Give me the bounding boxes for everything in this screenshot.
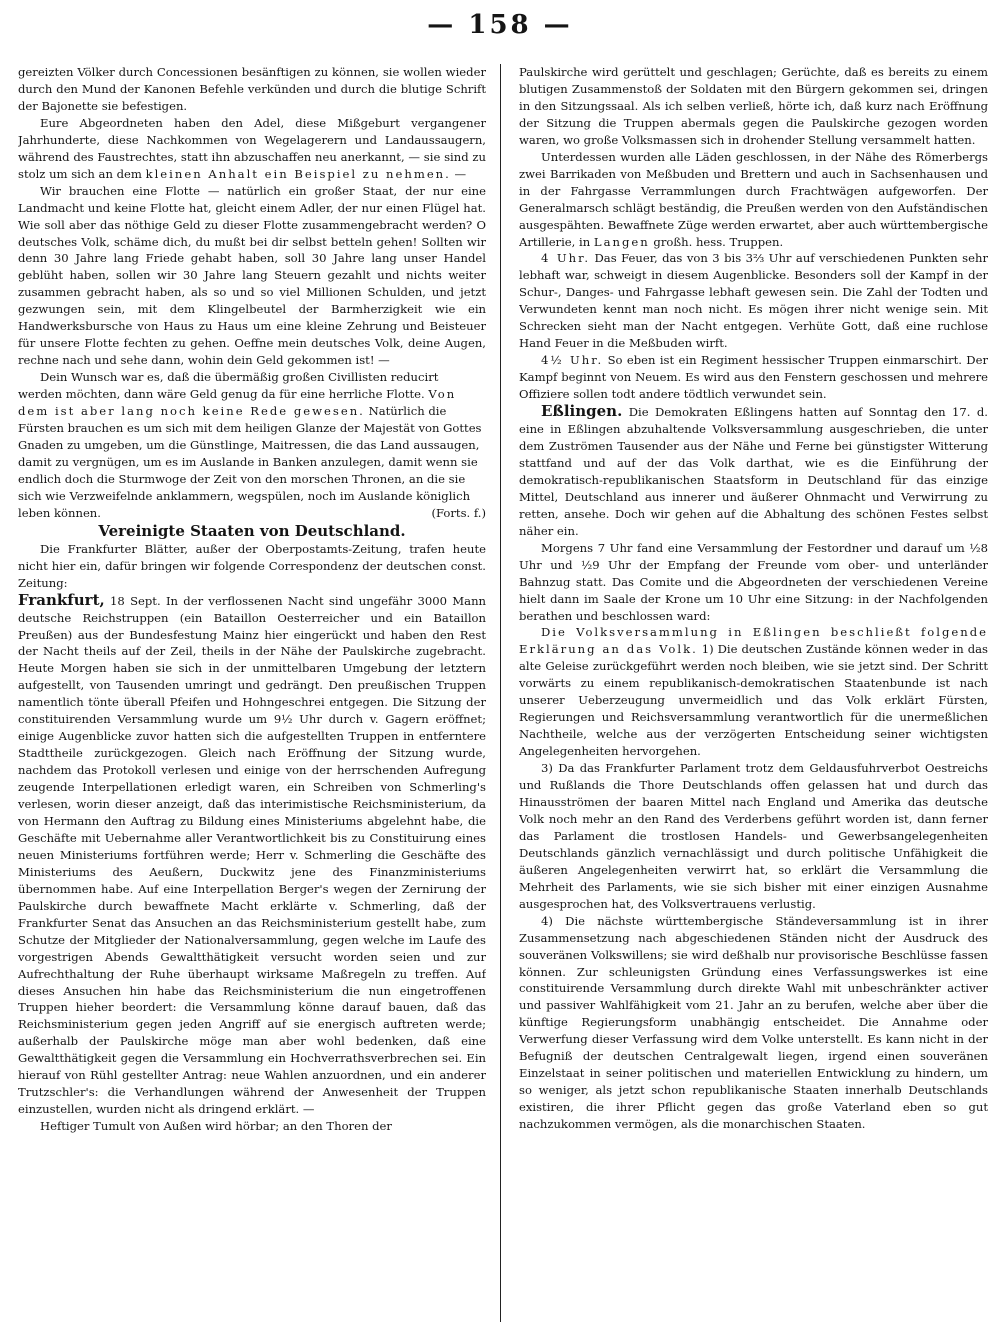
paragraph <box>18 115 486 183</box>
paragraph <box>18 592 486 1119</box>
paragraph: 4) Die nächste württembergische Ständeversammlung ist in ihrer Zusammensetzung nach abgeschiedenen Ständen nicht der Ausdruck des souveränen Volkswillens; sie wird deßhalb nur provisorische Beschlüsse fassen können. Zur schleunigsten Gründung eines Verfassungswerkes ist eine constituirende Versammlung durch direkte Wahl mit unbeschränkter activer und passiver Wahlfähigkeit vom 21. Jahr an zu berufen, welche aber über die künftige Regierungsform unabhängig entscheidet. Die Annahme oder Verwerfung dieser Verfassung wird dem Volke unterstellt. Es kann nicht in der Befugniß der deutschen Centralgewalt liegen, irgend einen souveränen Einzelstaat in seiner politischen und materiellen Entwicklung zu hindern, um so weniger, als jetzt schon republikanische Staaten innerhalb Deutschlands existiren, die ihrer Pflicht gegen das große Vaterland eben so gut nachzukommen vermögen, als die monarchischen Staaten. <box>519 913 988 1132</box>
page-number: — 158 — <box>427 10 573 40</box>
paragraph: Paulskirche wird gerüttelt und geschlagen; Gerüchte, daß es bereits zu einem blutigen Zusammenstoß der Soldaten mit den Bürgern gekommen sei, dringen in den Sitzungssaal. Als ich selben verließ, hörte ich, daß kurz nach Eröffnung der Sitzung die Truppen abermals gegen die Paulskirche gezogen worden waren, wo große Volksmassen sich in drohender Stellung versammelt hatten. <box>519 65 988 147</box>
continuation-note: (Forts. f.) <box>431 505 486 520</box>
spaced-text: Die Volksversammlung in Eßlingen beschließt folgende Erklärung an das Volk. <box>519 625 988 657</box>
column-divider <box>500 64 501 1322</box>
right-column <box>519 64 988 1314</box>
text: 1) Die deutschen Zustände können weder in das alte Geleise zurückgeführt werden noch bleiben, wie sie jetzt sind. Der Schritt vorwärts zu einem republikanisch-demokratischen Staatenbunde ist nach unserer Ueberzeugung unvermeidlich und das Volk erklärt Fürsten, Regierungen und Reichsversammlung verantwortlich für die unermeßlichen Nachtheile, welche aus der verzögerten Entscheidung seiner wichtigsten Angelegenheiten hervorgehen. <box>519 642 988 759</box>
text: Eure Abgeordneten haben den Adel, diese Mißgeburt vergangener Jahrhunderte, diese Nachkommen von Wegelagerern und Landaussaugern, während des Faustrechtes, statt ihn abzuschaffen neu anerkannt, — sie sind zu stolz um sich an dem <box>18 115 486 181</box>
paragraph: Die Frankfurter Blätter, außer der Oberpostamts-Zeitung, trafen heute nicht hier ein, dafür bringen wir folgende Correspondenz der deutschen const. Zeitung: <box>18 541 486 590</box>
text: Natürlich die Fürsten brauchen es um sich mit dem heiligen Glanze der Majestät von Gottes Gnaden zu umgeben, um die Günstlinge, Maitressen, die das Land aussaugen, damit zu vergnügen, um es im Auslande in Banken anzulegen, damit wenn sie endlich doch die Sturmwoge der Zeit von den morschen Thronen, an die sie sich wie Verzweifelnde anklammern, wegspülen, noch im Auslande königlich leben können. <box>18 404 482 520</box>
text: Dein Wunsch war es, daß die übermäßig großen Civillisten reducirt werden möchten, dann wäre Geld genug da für eine herrliche Flotte. <box>18 370 439 402</box>
dateline: Eßlingen. <box>541 402 623 421</box>
spaced-text: kleinen Anhalt ein Beispiel zu nehmen. <box>145 166 451 181</box>
paragraph: Wir brauchen eine Flotte — natürlich ein großer Staat, der nur eine Landmacht und keine Flotte hat, gleicht einem Adler, der nur einen Flügel hat. Wie soll aber das nöthige Geld zu dieser Flotte zusammengebracht werden? O deutsches Volk, schäme dich, du mußt bei dir selbst betteln gehen! Sollten wir denn 30 Jahre lang Friede gehabt haben, soll 30 Jahre lang unser Handel geblüht haben, sollen wir 30 Jahre lang Steuern gezahlt und nichts weiter zusammen gebracht haben, als so und so viel Millionen Schulden, und jetzt gezwungen sein, mit dem Klingelbeutel der Barmherzigkeit wie ein Handwerksbursche von Haus zu Haus um eine kleine Zehrung und Beisteuer für unsere Flotte fechten zu gehen. Oeffne mein deutsches Volk, deine Augen, rechne nach und sehe dann, wohin dein Geld gekommen ist! — <box>18 183 486 368</box>
paragraph: 3) Da das Frankfurter Parlament trotz dem Geldausfuhrverbot Oestreichs und Rußlands die Thore Deutschlands offen gelassen hat und durch das Hinausströmen der baaren Mittel nach England und Amerika das deutsche Volk noch mehr an den Rand des Verderbens geführt worden ist, dann ferner das Parlament die trostlosen Handels- und Gewerbsangelegenheiten Deutschlands gänzlich vernachlässigt und durch politische Unfähigkeit die äußeren Angelegenheiten verwirrt hat, so erklärt die Versammlung die Mehrheit des Parlaments, wie sie sich bisher mit einer einzigen Ausnahme ausgesprochen hat, des Volksvertrauens verlustig. <box>519 761 988 911</box>
text: Die Demokraten Eßlingens hatten auf Sonntag den 17. d. eine in Eßlingen abzuhaltende Volksversammlung ausgeschrieben, die unter dem Zuströmen Tausender aus der Nähe und Ferne bei günstigster Witterung stattfand und auf der das Volk darthat, wie es die Einführung der demokratisch-republikanischen Staatsform in Deutschland für das einzige Mittel, Deutschland aus innerer und äußerer Ohnmacht und Verwirrung zu retten, ansehe. Doch wir gehen auf die Abhaltung des schönen Festes selbst näher ein. <box>519 405 988 538</box>
text: — <box>454 166 467 181</box>
text: Das Feuer, das von 3 bis 3⅔ Uhr auf verschiedenen Punkten sehr lebhaft war, schweigt in diesem Augenblicke. Besonders soll der Kampf in der Schur-, Danges- und Fahrgasse lebhaft gewesen sein. Die Zahl der Todten und Verwundeten kennt man noch nicht. Es mögen ihrer nicht wenige sein. Mit Schrecken sieht man der Nacht entgegen. Verhüte Gott, daß eine ruchlose Hand Feuer in die Meßbuden wirft. <box>519 251 988 351</box>
paragraph <box>519 403 988 540</box>
paragraph: gereizten Völker durch Concessionen besänftigen zu können, sie wollen wieder durch den Mund der Kanonen Befehle verkünden und durch die blutige Schrift der Bajonette sie befestigen. <box>18 65 486 113</box>
paragraph <box>519 352 988 403</box>
section-heading: Vereinigte Staaten von Deutschland. <box>98 521 406 540</box>
paragraph: Morgens 7 Uhr fand eine Versammlung der Festordner und darauf um ½8 Uhr und ½9 Uhr der Empfang der Freunde vom ober- und unterländer Bahnzug statt. Das Comite und die Abgeordneten der verschiedenen Vereine hielt dann im Saale der Krone um 10 Uhr eine Sitzung: in der Nachfolgenden berathen und beschlossen ward: <box>519 540 988 623</box>
left-column <box>18 64 486 1314</box>
dateline: Frankfurt, <box>18 590 105 609</box>
text: Unterdessen wurden alle Läden geschlossen, in der Nähe des Römerbergs zwei Barrikaden von Meßbuden und Brettern und auch in Sachsenhausen und in der Fahrgasse Verrammlungen durch Frachtwägen aufgeworfen. Der Generalmarsch schlägt beständig, die Preußen werden von den Aufständischen ausgespähten. Bewaffnete Züge werden erwartet, aber auch württembergische Artillerie, in <box>519 149 988 249</box>
paragraph <box>519 149 988 251</box>
text: So eben ist ein Regiment hessischer Truppen einmarschirt. Der Kampf beginnt von Neuem. Es wird aus den Fenstern geschossen und mehrere Offiziere sollen todt andere tödtlich verwundet sein. <box>519 353 988 402</box>
paragraph: Heftiger Tumult von Außen wird hörbar; an den Thoren der <box>40 1119 392 1134</box>
spaced-text: Von dem ist aber lang noch keine Rede gewesen. <box>18 387 457 419</box>
time-label: 4 Uhr. <box>541 251 591 266</box>
time-label: 4½ Uhr. <box>541 353 604 368</box>
paragraph <box>18 369 486 522</box>
spaced-text: Langen <box>593 234 650 249</box>
paragraph <box>519 624 988 760</box>
text: großh. hess. Truppen. <box>653 234 784 249</box>
paragraph <box>519 250 988 352</box>
text: 18 Sept. In der verflossenen Nacht sind ungefähr 3000 Mann deutsche Reichstruppen (ein Bataillon Oesterreicher und ein Bataillon Preußen) aus der Bundesfestung Mainz hier eingerückt und haben den Rest der Nacht theils auf der Zeil, theils in der Nähe der Paulskirche zugebracht. Heute Morgen haben sie sich in der unmittelbaren Umgebung der letztern aufgestellt, von Tausenden umringt und gedrängt. Den preußischen Truppen namentlich tönte überall Pfeifen und Hohngeschrei entgegen. Die Sitzung der constituirenden Versammlung wurde um 9½ Uhr durch v. Gagern eröffnet; einige Augenblicke zuvor hatten sich die aufgestellten Truppen in entferntere Stadttheile zurückgezogen. Gleich nach Eröffnung der Sitzung wurde, nachdem das Protokoll verlesen und einige von der herrschenden Aufregung zeugende Interpellationen erledigt waren, ein Schreiben von Schmerling's verlesen, worin dieser anzeigt, daß das interimistische Reichsministerium, da von Hermann den Auftrag zu Bildung eines Ministeriums abgelehnt habe, die Geschäfte mit Uebernahme aller Verantwortlichkeit bis zu Constituirung eines neuen Ministeriums fortführen werde; Herr v. Schmerling die Geschäfte des Ministeriums des Aeußern, Duckwitz jene des Finanzministeriums übernommen habe. Auf eine Interpellation Berger's wegen der Zernirung der Paulskirche durch bewaffnete Macht erklärte v. Schmerling, daß der Frankfurter Senat das Ansuchen an das Reichsministerium gestellt habe, zum Schutze der Mitglieder der Nationalversammlung, gegen welche im Laufe des vorgestrigen Abends Gewaltthätigkeit versucht worden seien und zur Aufrechthaltung der Ruhe überhaupt wirksame Maßregeln zu treffen. Auf dieses Ansuchen hin habe das Reichsministerium die nun eingetroffenen Truppen hieher beordert: die Versammlung könne darauf bauen, daß das Reichsministerium gegen jeden Angriff auf sie energisch auftreten werde; außerhalb der Paulskirche möge man aber wohl bedenken, daß eine Gewaltthätigkeit gegen die Versammlung ein Hochverrathsverbrechen sei. Ein hierauf von Rühl gestellter Antrag: neue Wahlen anzuordnen, und ein anderer Trutzschler's: die Verhandlungen während der Anwesenheit der Truppen einzustellen, wurden nicht als dringend erklärt. — <box>18 593 486 1117</box>
